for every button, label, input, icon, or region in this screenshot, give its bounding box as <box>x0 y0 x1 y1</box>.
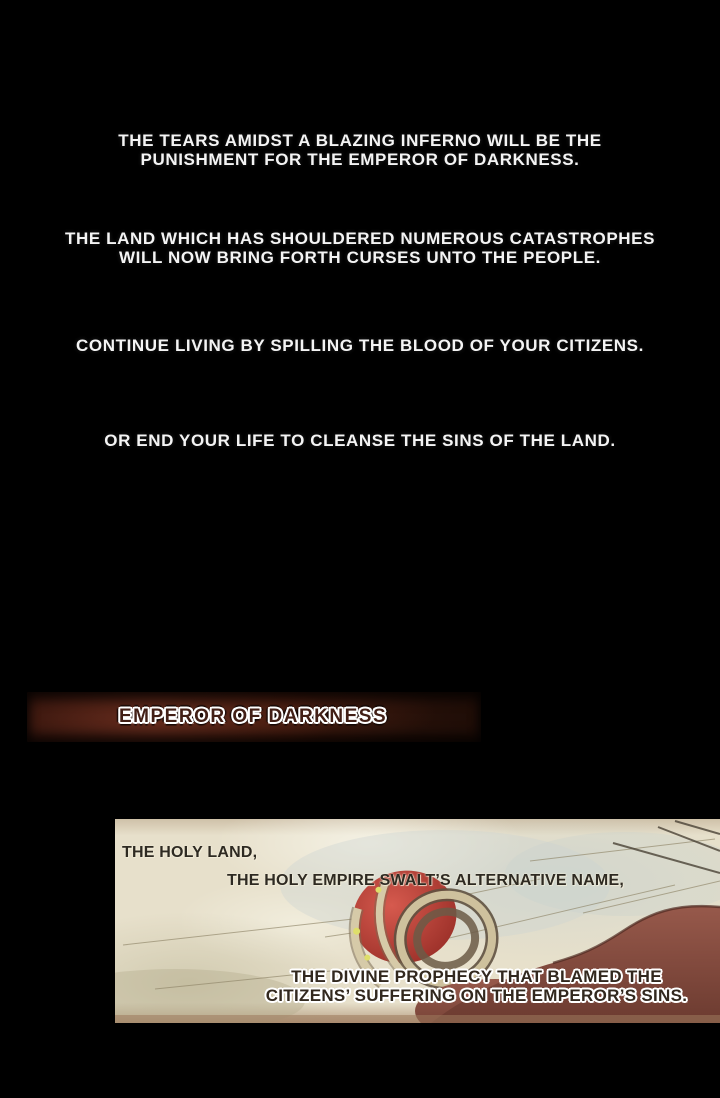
caption-empire-name: THE HOLY EMPIRE SWALT’S ALTERNATIVE NAME, <box>227 872 624 889</box>
narration-line: CONTINUE LIVING BY SPILLING THE BLOOD OF YOUR CITIZENS. <box>76 336 644 355</box>
holy-land-panel <box>115 819 720 1023</box>
narration-line: OR END YOUR LIFE TO CLEANSE THE SINS OF THE LAND. <box>104 431 616 450</box>
narration-block-1 <box>0 131 720 169</box>
caption-holy-land: THE HOLY LAND, <box>122 844 258 861</box>
narration-block-3 <box>0 336 720 355</box>
title-banner <box>27 692 481 742</box>
narration-line: PUNISHMENT FOR THE EMPEROR OF DARKNESS. <box>140 150 580 169</box>
narration-block-4 <box>0 431 720 450</box>
narration-line: THE TEARS AMIDST A BLAZING INFERNO WILL BE THE <box>118 131 602 150</box>
narration-line: WILL NOW BRING FORTH CURSES UNTO THE PEOPLE. <box>119 248 601 267</box>
narration-line: THE LAND WHICH HAS SHOULDERED NUMEROUS CATASTROPHES <box>64 229 656 248</box>
prophecy-line: CITIZENS’ SUFFERING ON THE EMPEROR’S SINS. <box>265 986 688 1005</box>
paper-bottom-edge <box>115 1015 720 1023</box>
caption-divine-prophecy <box>235 967 718 1005</box>
narration-block-2 <box>0 229 720 267</box>
banner-title-label: EMPEROR OF DARKNESS <box>119 706 388 727</box>
prophecy-line: THE DIVINE PROPHECY THAT BLAMED THE <box>291 967 662 986</box>
